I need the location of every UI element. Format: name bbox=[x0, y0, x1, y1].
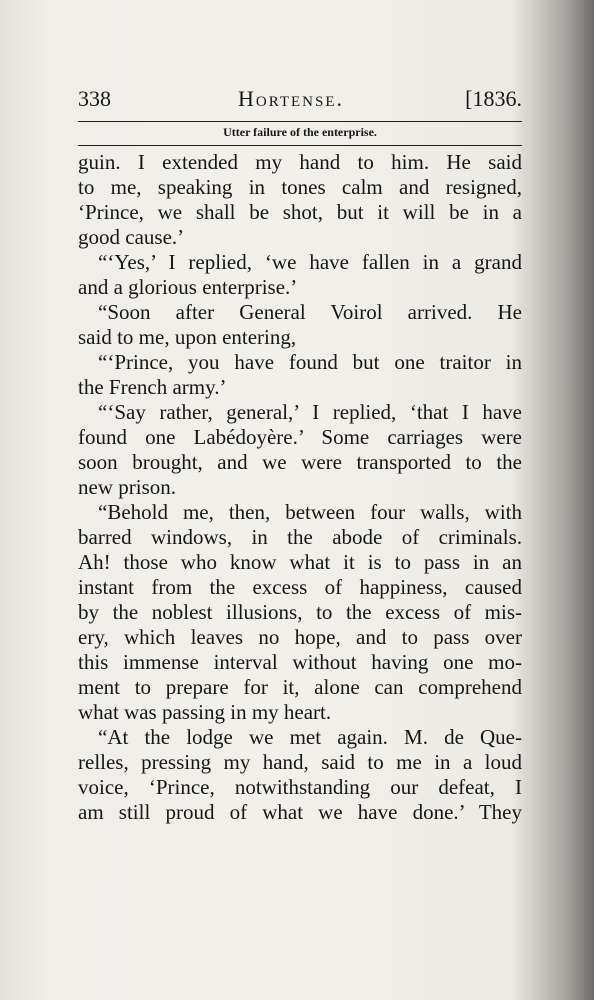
body-text bbox=[78, 150, 522, 825]
text-line: ‘Prince, we shall be shot, but it will be in a bbox=[78, 200, 522, 224]
text-line: to me, speaking in tones calm and resigned, bbox=[78, 175, 522, 199]
text-line: “‘Say rather, general,’ I replied, ‘that I have bbox=[98, 400, 522, 424]
text-line: good cause.’ bbox=[78, 225, 185, 249]
text-line: “‘Yes,’ I replied, ‘we have fallen in a grand bbox=[98, 250, 522, 274]
text-line: voice, ‘Prince, notwithstanding our defeat, I bbox=[78, 775, 522, 799]
text-line: new prison. bbox=[78, 475, 176, 499]
text-line: am still proud of what we have done.’ They bbox=[78, 800, 522, 824]
text-line: instant from the excess of happiness, caused bbox=[78, 575, 522, 599]
subtitle-rule bbox=[78, 145, 522, 146]
text-line: Ah! those who know what it is to pass in an bbox=[78, 550, 522, 574]
text-line: soon brought, and we were transported to the bbox=[78, 450, 522, 474]
page-header bbox=[78, 84, 522, 114]
text-line: the French army.’ bbox=[78, 375, 227, 399]
text-line: barred windows, in the abode of criminals. bbox=[78, 525, 522, 549]
text-line: by the noblest illusions, to the excess of mis- bbox=[78, 600, 522, 624]
text-line: what was passing in my heart. bbox=[78, 700, 332, 724]
text-line: guin. I extended my hand to him. He said bbox=[78, 150, 522, 174]
text-line: “‘Prince, you have found but one traitor in bbox=[98, 350, 522, 374]
text-line: this immense interval without having one mo- bbox=[78, 650, 522, 674]
header-rule bbox=[78, 121, 522, 122]
page-number: 338 bbox=[78, 86, 111, 111]
text-line: said to me, upon entering, bbox=[78, 325, 297, 349]
text-line: found one Labédoyère.’ Some carriages were bbox=[78, 425, 522, 449]
text-line: relles, pressing my hand, said to me in a loud bbox=[78, 750, 522, 774]
text-line: “At the lodge we met again. M. de Que- bbox=[98, 725, 522, 749]
text-line: and a glorious enterprise.’ bbox=[78, 275, 298, 299]
running-title: Hortense. bbox=[238, 86, 344, 111]
text-line: “Soon after General Voirol arrived. He bbox=[98, 300, 522, 324]
text-line: ery, which leaves no hope, and to pass over bbox=[78, 625, 522, 649]
section-subtitle: Utter failure of the enterprise. bbox=[223, 125, 377, 139]
text-line: “Behold me, then, between four walls, with bbox=[98, 500, 522, 524]
text-line: ment to prepare for it, alone can comprehend bbox=[78, 675, 522, 699]
header-year: [1836. bbox=[465, 86, 522, 111]
